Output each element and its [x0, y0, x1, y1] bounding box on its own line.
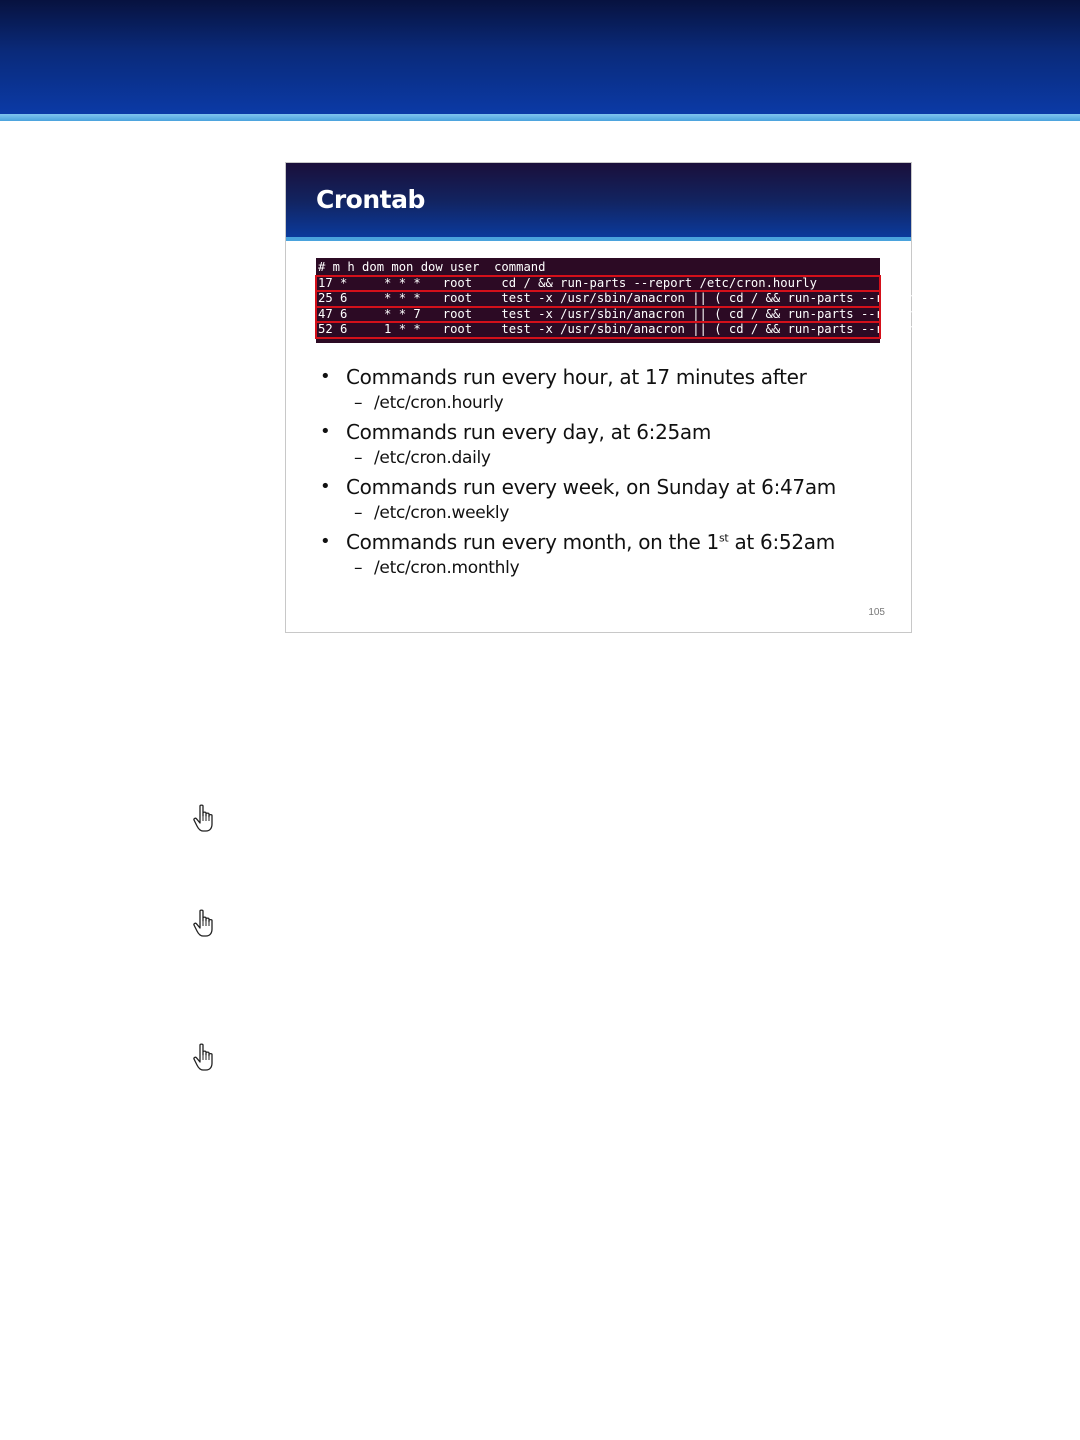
page-header-rule [0, 114, 1080, 121]
sub-dash: – [354, 503, 363, 523]
sub-item [320, 446, 900, 471]
hand-pointer-icon[interactable] [192, 909, 218, 939]
sub-item [320, 391, 900, 416]
bullet-text: Commands run every hour, at 17 minutes after [346, 365, 807, 389]
bullet-item [320, 528, 900, 556]
page-header-banner [0, 0, 1080, 114]
terminal-row-hourly: 17 * * * * root cd / && run-parts --report /etc/cron.hourly [316, 276, 880, 292]
bullet-list [320, 363, 900, 583]
sub-text: /etc/cron.monthly [374, 558, 520, 578]
terminal-row-daily: 25 6 * * * root test -x /usr/sbin/anacron || ( cd / && run-parts --report /etc/cron.daily ) [318, 291, 1052, 306]
bullet-text: Commands run every day, at 6:25am [346, 420, 712, 444]
slide-header-rule [286, 237, 911, 241]
sub-text: /etc/cron.weekly [374, 503, 510, 523]
slide-thumbnail[interactable] [285, 162, 1067, 633]
terminal-header-row: # m h dom mon dow user command [318, 260, 546, 274]
terminal-row-monthly: 52 6 1 * * root test -x /usr/sbin/anacron || ( cd / && run-parts --report /etc/cron.monthly ) [318, 322, 1067, 337]
sub-item [320, 501, 900, 526]
bullet-item [320, 363, 900, 391]
slide-title: Crontab [316, 185, 425, 214]
hand-pointer-icon[interactable] [192, 1043, 218, 1073]
bullet-text-before: Commands run every month, on the 1 [346, 530, 719, 554]
slide-page-number: 105 [868, 607, 885, 618]
bullet-dot: • [320, 421, 331, 442]
sub-dash: – [354, 558, 363, 578]
terminal-row-weekly: 47 6 * * 7 root test -x /usr/sbin/anacron || ( cd / && run-parts --report /etc/cron.weekly ) [318, 306, 1060, 321]
sub-dash: – [354, 393, 363, 413]
bullet-dot: • [320, 366, 331, 387]
bullet-text: Commands run every week, on Sunday at 6:47am [346, 475, 836, 499]
bullet-item [320, 473, 900, 501]
sub-item [320, 556, 900, 581]
terminal-screenshot [316, 258, 1067, 343]
bullet-item [320, 418, 900, 446]
bullet-dot: • [320, 531, 331, 552]
sub-dash: – [354, 448, 363, 468]
bullet-text-after: at 6:52am [728, 530, 835, 554]
hand-pointer-icon[interactable] [192, 804, 218, 834]
ordinal-suffix: st [718, 531, 729, 545]
sub-text: /etc/cron.daily [374, 448, 491, 468]
bullet-dot: • [320, 476, 331, 497]
bullet-text [346, 530, 835, 554]
sub-text: /etc/cron.hourly [374, 393, 504, 413]
